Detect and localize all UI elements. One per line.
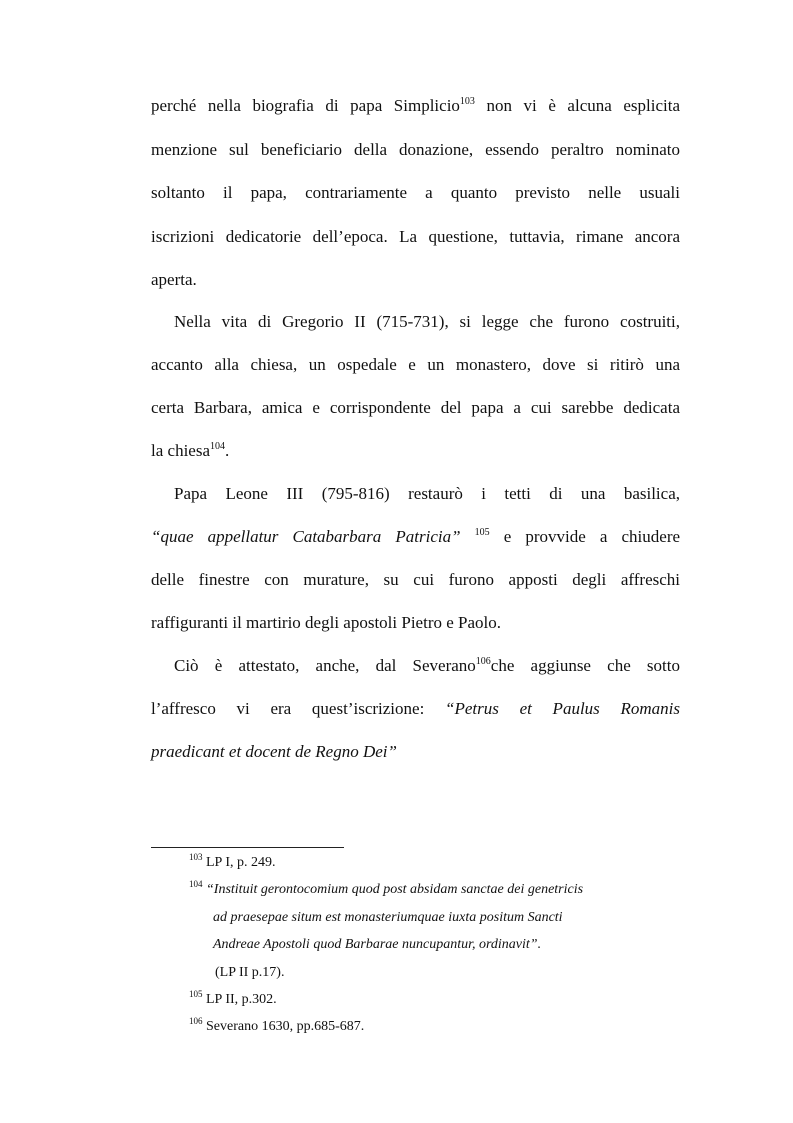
body-line: praedicant et docent de Regno Dei” bbox=[151, 742, 397, 761]
body-line: menzione sul beneficiario della donazione, essendo peraltro nominato bbox=[151, 140, 680, 159]
body-line: delle finestre con murature, su cui furono apposti degli affreschi bbox=[151, 570, 680, 589]
body-line bbox=[151, 95, 680, 117]
footnote-text: “Instituit gerontocomium quod post absidam sanctae dei genetricis bbox=[202, 882, 584, 897]
text-run: e provvide a chiudere bbox=[503, 527, 680, 546]
text-run: Ciò è attestato, anche, dal Severano bbox=[174, 656, 476, 675]
footnote-104-line: Andreae Apostoli quod Barbarae nuncupantur, ordinavit”. bbox=[213, 937, 542, 952]
footnote-104 bbox=[189, 881, 583, 899]
text-run: che aggiunse che sotto bbox=[490, 656, 680, 675]
text-run: non vi è alcuna esplicita bbox=[474, 96, 680, 115]
body-line bbox=[151, 526, 680, 548]
footnote-ref[interactable]: 103 bbox=[459, 96, 475, 107]
footnote-number: 106 bbox=[189, 1016, 203, 1026]
body-line: certa Barbara, amica e corrispondente del papa a cui sarebbe dedicata bbox=[151, 398, 680, 417]
footnote-text: LP I, p. 249. bbox=[202, 855, 276, 870]
footnote-number: 104 bbox=[189, 879, 203, 889]
footnote-ref[interactable]: 105 bbox=[474, 527, 490, 538]
latin-quote: “Petrus et Paulus Romanis bbox=[445, 699, 680, 718]
footnote-number: 103 bbox=[189, 852, 203, 862]
footnote-text: Severano 1630, pp.685-687. bbox=[202, 1019, 365, 1034]
text-run: . bbox=[225, 441, 230, 460]
body-line bbox=[151, 698, 680, 720]
body-line bbox=[151, 440, 680, 462]
body-line: accanto alla chiesa, un ospedale e un monastero, dove si ritirò una bbox=[151, 355, 680, 374]
body-line: Papa Leone III (795-816) restaurò i tetti di una basilica, bbox=[174, 484, 680, 503]
footnote-ref[interactable]: 104 bbox=[210, 441, 225, 452]
footnote-103 bbox=[189, 854, 275, 872]
footnote-separator bbox=[151, 847, 344, 848]
footnote-104-line: ad praesepae situm est monasteriumquae iuxta positum Sancti bbox=[213, 910, 563, 925]
body-line bbox=[174, 655, 680, 677]
text-run: perché nella biografia di papa Simplicio bbox=[151, 96, 460, 115]
body-line: Nella vita di Gregorio II (715-731), si legge che furono costruiti, bbox=[174, 312, 680, 331]
text-run: la chiesa bbox=[151, 441, 210, 460]
footnote-105 bbox=[189, 991, 277, 1009]
footnote-106 bbox=[189, 1018, 364, 1036]
body-line: raffiguranti il martirio degli apostoli Pietro e Paolo. bbox=[151, 613, 502, 632]
footnote-text: LP II, p.302. bbox=[202, 992, 277, 1007]
body-line: soltanto il papa, contrariamente a quanto previsto nelle usuali bbox=[151, 183, 680, 202]
body-line: aperta. bbox=[151, 270, 197, 289]
latin-quote: “quae appellatur Catabarbara Patricia” bbox=[151, 527, 461, 546]
footnote-ref[interactable]: 106 bbox=[475, 656, 491, 667]
body-line: iscrizioni dedicatorie dell’epoca. La questione, tuttavia, rimane ancora bbox=[151, 227, 680, 246]
footnote-104-line: (LP II p.17). bbox=[215, 965, 285, 980]
footnote-number: 105 bbox=[189, 989, 203, 999]
text-run: l’affresco vi era quest’iscrizione: bbox=[151, 699, 425, 718]
